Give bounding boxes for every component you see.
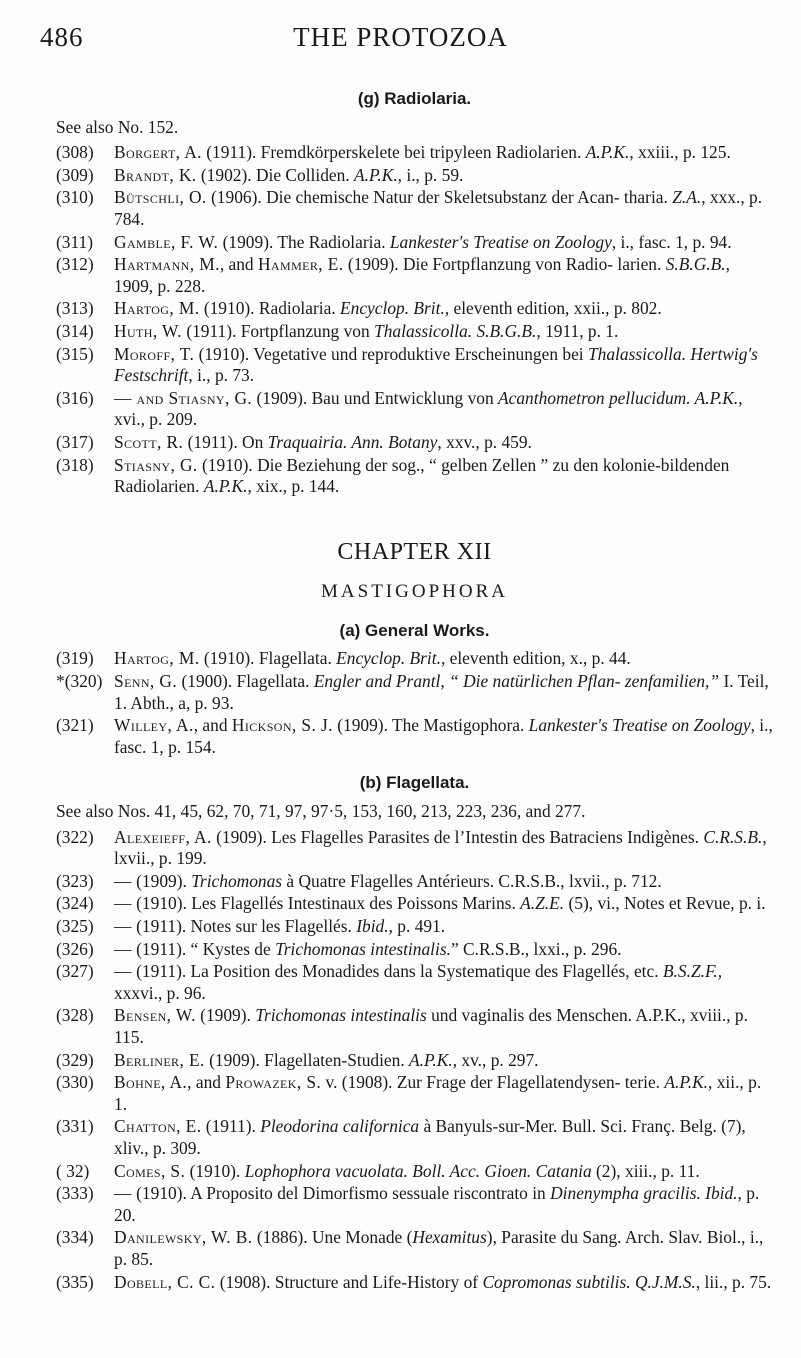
reference-author: Hartmann, M. bbox=[114, 254, 220, 275]
reference-locator: , p. 20. bbox=[114, 1183, 760, 1225]
reference-number: (329) bbox=[56, 1049, 94, 1070]
reference-number: (334) bbox=[56, 1227, 94, 1248]
reference-conjunction: , and bbox=[193, 715, 232, 736]
reference-text: (1910). A Proposito del Dimorfismo sessuale riscontrato in bbox=[131, 1183, 551, 1204]
reference-entry bbox=[56, 187, 773, 230]
reference-source: Z.A. bbox=[672, 187, 702, 208]
reference-locator: I. Teil, 1. Abth., a, p. 93. bbox=[114, 671, 769, 713]
reference-text: (1911). Fortpflanzung von bbox=[181, 320, 375, 341]
reference-locator: , xxiii., p. 125. bbox=[629, 142, 731, 163]
reference-author: Stiasny, G. bbox=[114, 454, 198, 475]
reference-conjunction: , and bbox=[187, 1072, 226, 1093]
reference-source: A.P.K. bbox=[585, 142, 630, 163]
reference-locator: , i., fasc. 1, p. 154. bbox=[114, 715, 773, 757]
reference-source: C.R.S.B. bbox=[703, 826, 763, 847]
reference-locator: à Banyuls-sur-Mer. Bull. Sci. Franç. Belg. (7), xliv., p. 309. bbox=[114, 1116, 746, 1158]
reference-number: (324) bbox=[56, 893, 94, 914]
reference-number: (321) bbox=[56, 715, 94, 736]
reference-source: Traquairia. Ann. Botany bbox=[267, 431, 438, 452]
reference-locator: , lxvii., p. 199. bbox=[114, 826, 767, 869]
reference-locator: (2), xiii., p. 11. bbox=[591, 1160, 700, 1181]
reference-text: (1909). Les Flagelles Parasites de l’Intestin des Batraciens Indigènes. bbox=[211, 826, 704, 847]
reference-entry bbox=[56, 254, 773, 297]
reference-source: Encyclop. Brit. bbox=[340, 298, 445, 319]
reference-source: A.P.K. bbox=[409, 1049, 453, 1070]
reference-text: (1909). The Mastigophora. bbox=[332, 715, 529, 736]
reference-number: (313) bbox=[56, 298, 94, 319]
reference-source: Thalassicolla. Hertwig's Festschrift bbox=[114, 343, 758, 386]
reference-number: (326) bbox=[56, 938, 94, 959]
reference-text: (1909). The Radiolaria. bbox=[218, 231, 390, 252]
reference-source: Lankester's Treatise on Zoology bbox=[389, 231, 612, 252]
reference-author: Hartog, M. bbox=[114, 298, 200, 319]
reference-locator: und vaginalis des Menschen. A.P.K., xviii., p. 115. bbox=[114, 1005, 748, 1047]
reference-author: Hartog, M. bbox=[114, 648, 200, 669]
chapter-title: CHAPTER XII bbox=[337, 538, 492, 565]
reference-entry bbox=[56, 321, 773, 343]
reference-author: — bbox=[114, 1183, 132, 1204]
reference-author: Gamble, F. W. bbox=[114, 231, 219, 252]
reference-author: Bensen, W. bbox=[114, 1005, 196, 1026]
reference-source: Acanthometron pellucidum. A.P.K. bbox=[498, 387, 739, 408]
reference-source: Copromonas subtilis. Q.J.M.S. bbox=[482, 1271, 696, 1292]
chapter-subtitle: MASTIGOPHORA bbox=[321, 581, 508, 603]
reference-entry bbox=[56, 142, 773, 164]
reference-source: A.P.K. bbox=[664, 1072, 709, 1093]
reference-text: (1911). “ Kystes de bbox=[131, 938, 276, 959]
reference-locator: ” C.R.S.B., lxxi., p. 296. bbox=[450, 938, 622, 959]
reference-locator: , lii., p. 75. bbox=[695, 1271, 772, 1292]
reference-author: — bbox=[114, 893, 132, 914]
reference-list-flagellata bbox=[56, 827, 773, 1293]
reference-number: (335) bbox=[56, 1271, 94, 1292]
reference-number: (310) bbox=[56, 187, 94, 208]
reference-locator: ), Parasite du Sang. Arch. Slav. Biol., i., p. 85. bbox=[114, 1227, 764, 1269]
reference-source: A.Z.E. bbox=[520, 893, 565, 914]
reference-source: Trichomonas intestinalis. bbox=[275, 938, 451, 959]
reference-entry bbox=[56, 961, 773, 1004]
reference-list-general-works bbox=[56, 648, 773, 758]
reference-number: (328) bbox=[56, 1005, 94, 1026]
reference-text: (1910). Flagellata. bbox=[199, 648, 337, 669]
reference-number: (309) bbox=[56, 164, 94, 185]
reference-text: (1909). bbox=[195, 1005, 256, 1026]
reference-locator: , i., fasc. 1, p. 94. bbox=[611, 231, 732, 252]
running-title: THE PROTOZOA bbox=[293, 22, 508, 52]
reference-entry bbox=[56, 1227, 773, 1270]
reference-entry bbox=[56, 648, 773, 670]
reference-author: Danilewsky, W. B. bbox=[114, 1227, 253, 1248]
reference-entry bbox=[56, 916, 773, 938]
reference-entry bbox=[56, 455, 773, 498]
reference-number: (308) bbox=[56, 142, 94, 163]
reference-locator: (5), vi., Notes et Revue, p. i. bbox=[564, 893, 766, 914]
reference-number: (331) bbox=[56, 1116, 94, 1137]
reference-number: (322) bbox=[56, 826, 94, 847]
reference-author: Brandt, K. bbox=[114, 164, 197, 185]
reference-source: Thalassicolla. S.B.G.B. bbox=[374, 320, 537, 341]
reference-author: — and Stiasny, G. bbox=[114, 387, 253, 408]
reference-author: Scott, R. bbox=[114, 431, 184, 452]
see-also-note: See also No. 152. bbox=[56, 116, 179, 137]
reference-locator: , i., p. 73. bbox=[188, 365, 255, 386]
reference-locator: , xv., p. 297. bbox=[452, 1049, 539, 1070]
reference-number: (323) bbox=[56, 870, 94, 891]
reference-text: (1910). Radiolaria. bbox=[199, 298, 341, 319]
reference-author: Huth, W. bbox=[114, 320, 182, 341]
reference-source: Dinenympha gracilis. Ibid. bbox=[550, 1183, 738, 1204]
section-heading-general-works: (a) General Works. bbox=[339, 620, 490, 640]
reference-author: — bbox=[114, 938, 132, 959]
reference-source: Hexamitus bbox=[412, 1227, 487, 1248]
reference-source: A.P.K. bbox=[354, 164, 398, 185]
reference-coauthor: Hammer, E. bbox=[257, 254, 344, 275]
reference-text: (1909). Die Fortpflanzung von Radio- larien. bbox=[343, 254, 666, 275]
reference-author: — bbox=[114, 870, 132, 891]
reference-entry bbox=[56, 671, 773, 714]
reference-number: (315) bbox=[56, 343, 94, 364]
reference-text: (1906). Die chemische Natur der Skeletsubstanz der Acan- tharia. bbox=[206, 187, 673, 208]
reference-source: Lophophora vacuolata. Boll. Acc. Gioen. Catania bbox=[244, 1160, 592, 1181]
reference-entry bbox=[56, 1072, 773, 1115]
reference-author: Alexeieff, A. bbox=[114, 826, 212, 847]
reference-source: Ibid. bbox=[356, 916, 389, 936]
reference-number: (317) bbox=[56, 431, 94, 452]
reference-locator: , eleventh edition, x., p. 44. bbox=[440, 648, 631, 669]
reference-conjunction: , and bbox=[219, 254, 258, 275]
reference-author: Moroff, T. bbox=[114, 343, 195, 364]
reference-author: Willey, A. bbox=[114, 715, 194, 736]
reference-number: *(320) bbox=[56, 671, 103, 692]
reference-number: (327) bbox=[56, 961, 94, 982]
reference-locator: , 1909, p. 228. bbox=[114, 254, 730, 296]
reference-author: — bbox=[114, 916, 132, 936]
reference-source: S.B.G.B. bbox=[665, 254, 726, 275]
reference-number: (311) bbox=[56, 231, 94, 252]
reference-number: (333) bbox=[56, 1183, 94, 1204]
reference-text: (1911). Fremdkörperskelete bei tripyleen Radiolarien. bbox=[201, 142, 586, 163]
reference-locator: , xxv., p. 459. bbox=[437, 431, 532, 452]
reference-entry bbox=[56, 165, 773, 187]
reference-author: Senn, G. bbox=[114, 671, 178, 692]
reference-entry bbox=[56, 939, 773, 961]
reference-entry bbox=[56, 1272, 773, 1294]
reference-list-radiolaria bbox=[56, 142, 773, 498]
reference-text: (1911). Notes sur les Flagellés. bbox=[131, 916, 357, 936]
reference-entry bbox=[56, 432, 773, 454]
reference-text: (1911). La Position des Monadides dans la Systematique des Flagellés, etc. bbox=[131, 961, 663, 982]
section-heading-radiolaria: (g) Radiolaria. bbox=[357, 89, 472, 108]
reference-text: (1910). Les Flagellés Intestinaux des Poissons Marins. bbox=[131, 893, 521, 914]
reference-text: (1910). Die Beziehung der sog., “ gelben Zellen ” zu den kolonie-bildenden Radiolarien. bbox=[114, 454, 730, 497]
reference-entry bbox=[56, 1183, 773, 1226]
reference-locator: , xxxvi., p. 96. bbox=[114, 961, 723, 1003]
reference-entry bbox=[56, 1050, 773, 1072]
reference-author: Chatton, E. bbox=[114, 1116, 202, 1137]
reference-source: Pleodorina californica bbox=[260, 1116, 420, 1137]
reference-entry bbox=[56, 1005, 773, 1048]
reference-entry bbox=[56, 827, 773, 870]
reference-entry bbox=[56, 388, 773, 431]
reference-text: (1909). Flagellaten-Studien. bbox=[204, 1049, 410, 1070]
reference-source: Lankester's Treatise on Zoology bbox=[528, 715, 751, 736]
reference-locator: , xii., p. 1. bbox=[114, 1072, 762, 1114]
reference-entry bbox=[56, 298, 773, 320]
reference-text: (1910). bbox=[185, 1160, 245, 1181]
reference-number: (330) bbox=[56, 1072, 94, 1093]
reference-text: (1908). Structure and Life-History of bbox=[215, 1271, 483, 1292]
reference-author: Borgert, A. bbox=[114, 142, 202, 163]
reference-locator: , xix., p. 144. bbox=[247, 476, 340, 497]
reference-entry bbox=[56, 1161, 773, 1183]
reference-coauthor: Hickson, S. J. bbox=[231, 715, 333, 736]
reference-coauthor: Prowazek, S. bbox=[225, 1072, 322, 1093]
reference-entry bbox=[56, 715, 773, 758]
reference-entry bbox=[56, 893, 773, 915]
running-head bbox=[40, 22, 761, 62]
page-content bbox=[56, 88, 773, 1294]
reference-number: (314) bbox=[56, 320, 94, 341]
reference-entry bbox=[56, 344, 773, 387]
reference-source: Trichomonas bbox=[191, 870, 283, 891]
reference-entry bbox=[56, 871, 773, 893]
see-also-note: See also Nos. 41, 45, 62, 70, 71, 97, 97·5, 153, 160, 213, 223, 236, and 277. bbox=[56, 801, 586, 822]
reference-author: Dobell, C. C. bbox=[114, 1271, 216, 1292]
reference-number: (325) bbox=[56, 916, 94, 936]
reference-locator: , 1911, p. 1. bbox=[536, 320, 619, 341]
section-heading-flagellata: (b) Flagellata. bbox=[359, 773, 470, 793]
reference-source: A.P.K. bbox=[203, 476, 248, 497]
reference-text: (1902). Die Colliden. bbox=[196, 164, 355, 185]
reference-text: (1886). Une Monade ( bbox=[252, 1227, 413, 1248]
reference-locator: , xvi., p. 209. bbox=[114, 387, 743, 430]
reference-text: (1909). bbox=[131, 870, 192, 891]
reference-number: (319) bbox=[56, 648, 94, 669]
reference-locator: , p. 491. bbox=[388, 916, 446, 936]
reference-author: Berliner, E. bbox=[114, 1049, 205, 1070]
reference-source: Trichomonas intestinalis bbox=[255, 1005, 427, 1026]
reference-locator: à Quatre Flagelles Antérieurs. C.R.S.B., lxvii., p. 712. bbox=[282, 870, 662, 891]
reference-author: Bohne, A. bbox=[114, 1072, 188, 1093]
reference-locator: , eleventh edition, xxii., p. 802. bbox=[444, 298, 662, 319]
reference-number: (318) bbox=[56, 454, 94, 475]
reference-locator: , i., p. 59. bbox=[397, 164, 464, 185]
reference-text: (1911). bbox=[201, 1116, 261, 1137]
reference-author: Bütschli, O. bbox=[114, 187, 207, 208]
reference-source: B.S.Z.F. bbox=[662, 961, 718, 982]
reference-text: (1910). Vegetative und reproduktive Erscheinungen bei bbox=[194, 343, 588, 364]
reference-text: (1911). On bbox=[183, 431, 268, 452]
reference-locator: , xxx., p. 784. bbox=[114, 187, 763, 229]
reference-source: Encyclop. Brit. bbox=[336, 648, 441, 669]
reference-entry bbox=[56, 1116, 773, 1159]
reference-author: — bbox=[114, 961, 132, 982]
reference-number: (312) bbox=[56, 254, 94, 275]
reference-author: Comes, S. bbox=[114, 1160, 186, 1181]
reference-source: Engler and Prantl, “ Die natürlichen Pflan- zenfamilien,” bbox=[313, 671, 720, 692]
reference-text: (1900). Flagellata. bbox=[177, 671, 314, 692]
reference-number: ( 32) bbox=[56, 1160, 90, 1181]
page-number: 486 bbox=[40, 22, 84, 52]
reference-text: v. (1908). Zur Frage der Flagellatendysen- terie. bbox=[321, 1072, 665, 1093]
reference-entry bbox=[56, 232, 773, 254]
reference-text: (1909). Bau und Entwicklung von bbox=[252, 387, 499, 408]
reference-number: (316) bbox=[56, 387, 94, 408]
